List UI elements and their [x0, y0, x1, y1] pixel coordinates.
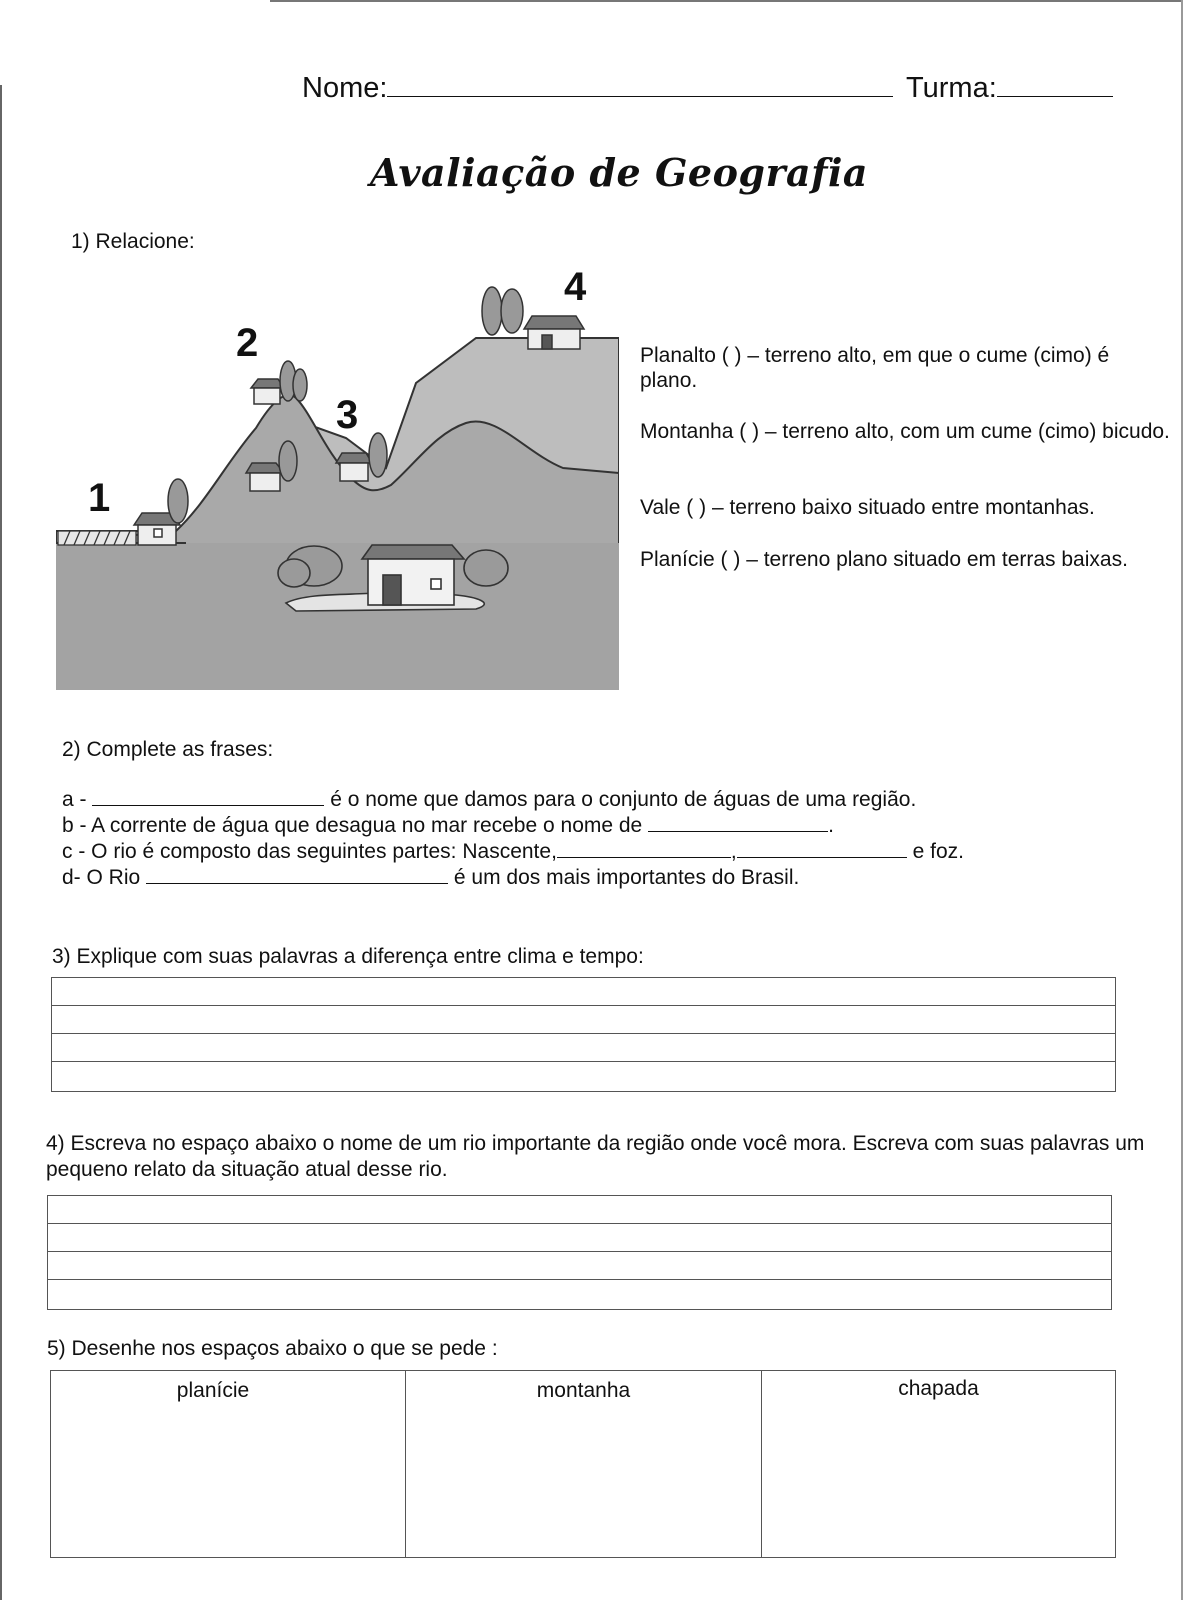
q2-sentence-d	[62, 865, 799, 891]
answer-line[interactable]	[52, 978, 1115, 1006]
q2-a-blank[interactable]	[92, 787, 324, 806]
q1-option-planalto: Planalto ( ) – terreno alto, em que o cume (cimo) é plano.	[640, 344, 1110, 392]
q2-c-prefix: c - O rio é composto das seguintes partes: Nascente,	[62, 840, 557, 863]
q2-a-suffix: é o nome que damos para o conjunto de águas de uma região.	[330, 788, 917, 811]
name-field	[302, 72, 893, 105]
q3-heading: 3) Explique com suas palavras a diferença entre clima e tempo:	[52, 945, 644, 968]
q1-option-montanha: Montanha ( ) – terreno alto, com um cume (cimo) bicudo.	[640, 420, 1170, 443]
answer-line[interactable]	[48, 1224, 1111, 1252]
q2-heading: 2) Complete as frases:	[62, 738, 274, 761]
class-blank[interactable]	[997, 78, 1113, 97]
name-blank[interactable]	[387, 78, 893, 97]
q1-option-planicie: Planície ( ) – terreno plano situado em terras baixas.	[640, 548, 1128, 571]
figure-number-3: 3	[336, 393, 359, 437]
name-label: Nome:	[302, 72, 388, 104]
drawing-cell-label: chapada	[898, 1377, 979, 1400]
q2-sentence-a	[62, 787, 916, 813]
q2-sentence-c	[62, 839, 964, 865]
drawing-table	[50, 1370, 1116, 1558]
q2-c-blank-2[interactable]	[737, 839, 907, 858]
left-border	[0, 85, 2, 1600]
answer-line[interactable]	[48, 1280, 1111, 1308]
q2-c-blank-1[interactable]	[557, 839, 731, 858]
answer-line[interactable]	[52, 1062, 1115, 1090]
q2-b-suffix: .	[828, 814, 834, 837]
drawing-cell-planicie[interactable]	[51, 1371, 406, 1557]
q5-heading: 5) Desenhe nos espaços abaixo o que se pede :	[47, 1337, 498, 1360]
q2-sentence-b	[62, 813, 834, 839]
answer-line[interactable]	[48, 1196, 1111, 1224]
drawing-cell-montanha[interactable]	[406, 1371, 762, 1557]
q2-d-blank[interactable]	[146, 865, 448, 884]
q2-b-blank[interactable]	[648, 813, 828, 832]
q1-heading: 1) Relacione:	[71, 230, 195, 253]
q2-c-comma: ,	[730, 840, 737, 863]
q1-option-vale: Vale ( ) – terreno baixo situado entre montanhas.	[640, 496, 1095, 519]
figure-number-2: 2	[236, 321, 259, 365]
drawing-cell-label: planície	[176, 1379, 250, 1402]
q2-a-prefix: a -	[62, 788, 87, 811]
q4-answer-lines[interactable]	[47, 1195, 1112, 1310]
q3-answer-lines[interactable]	[51, 977, 1116, 1092]
q2-d-suffix: é um dos mais importantes do Brasil.	[453, 866, 800, 889]
drawing-cell-chapada[interactable]	[762, 1371, 1115, 1557]
figure-number-1: 1	[88, 476, 111, 520]
answer-line[interactable]	[52, 1006, 1115, 1034]
figure-number-4: 4	[564, 265, 587, 309]
q4-heading: 4) Escreva no espaço abaixo o nome de um rio importante da região onde você mora. Escreva com suas palavras um pequeno relato da situação atual desse rio.	[46, 1132, 1145, 1181]
class-field	[906, 72, 1113, 105]
landscape-illustration	[56, 263, 619, 690]
page-title: Avaliação de Geografia	[370, 150, 869, 195]
q2-b-prefix: b - A corrente de água que desagua no mar recebe o nome de	[62, 814, 643, 837]
drawing-cell-label: montanha	[536, 1379, 631, 1402]
top-border	[270, 0, 1183, 2]
answer-line[interactable]	[52, 1034, 1115, 1062]
q2-d-prefix: d- O Rio	[62, 866, 141, 889]
class-label: Turma:	[906, 72, 997, 104]
answer-line[interactable]	[48, 1252, 1111, 1280]
q2-c-suffix: e foz.	[912, 840, 964, 863]
